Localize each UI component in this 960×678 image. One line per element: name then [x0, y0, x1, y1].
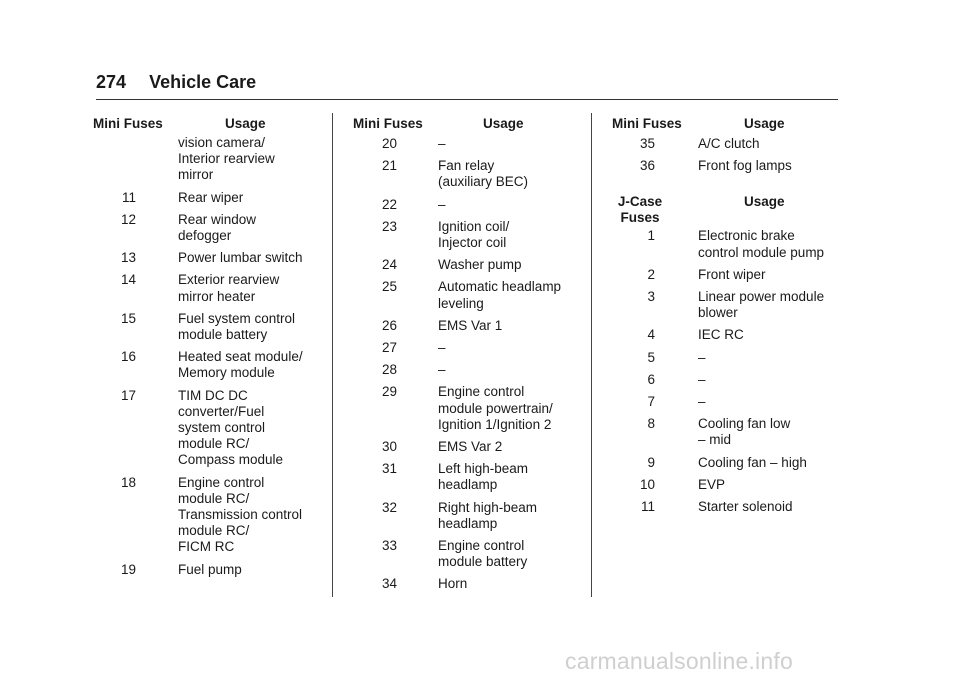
table-row [598, 455, 848, 471]
fuse-number: 15 [120, 310, 136, 326]
fuse-number: 2 [647, 266, 655, 282]
usage-line: blower [698, 305, 738, 321]
table-row [598, 394, 848, 410]
table-row [598, 267, 848, 283]
fuse-number: 22 [381, 196, 397, 212]
table-row [340, 318, 590, 334]
table-row [340, 197, 590, 213]
fuse-usage [698, 416, 848, 448]
fuse-usage [698, 455, 848, 471]
usage-line: system control [178, 420, 266, 436]
fuse-table-col3 [598, 116, 848, 515]
fuse-usage [178, 190, 330, 206]
fuse-usage [698, 477, 848, 493]
fuse-number: 36 [639, 158, 655, 174]
table-row [340, 136, 590, 152]
usage-line: Compass module [178, 452, 284, 468]
header-usage: Usage [744, 194, 785, 210]
fuse-number: 23 [381, 218, 397, 234]
usage-line: module powertrain/ [438, 400, 553, 416]
table-row [340, 384, 590, 433]
usage-line: headlamp [438, 515, 498, 531]
table-row [80, 272, 330, 304]
fuse-number: 3 [647, 289, 655, 305]
table-header [598, 116, 848, 132]
fuse-usage [698, 267, 848, 283]
usage-line: EMS Var 1 [438, 317, 503, 333]
fuse-table-col1 [80, 116, 330, 578]
fuse-number: 14 [120, 272, 136, 288]
usage-line: Fuel system control [178, 310, 296, 326]
usage-line: Injector coil [438, 235, 507, 251]
table-row [80, 212, 330, 244]
section-title: Vehicle Care [149, 72, 257, 92]
header-mini-fuses: Mini Fuses [353, 116, 423, 131]
fuse-usage [438, 500, 590, 532]
fuse-usage [178, 250, 330, 266]
table-row [598, 327, 848, 343]
header-usage: Usage [744, 116, 785, 131]
usage-line: Exterior rearview [178, 272, 280, 288]
fuse-usage [698, 136, 848, 152]
fuse-number: 11 [121, 189, 136, 205]
page-header [96, 72, 256, 93]
usage-line: Linear power module [698, 289, 825, 305]
table-row [80, 475, 330, 556]
usage-line: converter/Fuel [178, 403, 265, 419]
fuse-number: 11 [640, 499, 655, 515]
table-row [340, 158, 590, 190]
table-row [598, 477, 848, 493]
fuse-usage [438, 279, 590, 311]
usage-line: Interior rearview [178, 151, 275, 167]
fuse-usage [438, 538, 590, 570]
usage-line: Automatic headlamp [438, 279, 562, 295]
usage-line: EVP [698, 476, 726, 492]
table-row [598, 372, 848, 388]
table-row [80, 250, 330, 266]
usage-line: – [698, 349, 706, 365]
usage-line: Engine control [438, 538, 525, 554]
fuse-number: 10 [639, 476, 655, 492]
table-row [598, 228, 848, 260]
usage-line: Memory module [178, 365, 275, 381]
usage-line: – [438, 362, 446, 378]
table-row [598, 158, 848, 174]
fuse-number: 17 [120, 387, 136, 403]
fuse-number: 18 [120, 474, 136, 490]
fuse-usage [438, 136, 590, 152]
table-row [340, 538, 590, 570]
usage-line: Rear wiper [178, 189, 244, 205]
table-row [340, 340, 590, 356]
usage-line: module battery [438, 554, 528, 570]
table-row [340, 576, 590, 592]
fuse-usage [438, 340, 590, 356]
usage-line: (auxiliary BEC) [438, 174, 529, 190]
table-row [598, 289, 848, 321]
table-row [340, 362, 590, 378]
usage-line: Cooling fan low [698, 416, 791, 432]
fuse-number: 19 [120, 561, 136, 577]
usage-line: Heated seat module/ [178, 349, 303, 365]
usage-line: Engine control [438, 384, 525, 400]
table-row [598, 499, 848, 515]
fuse-number: 12 [120, 211, 136, 227]
usage-line: – [698, 371, 706, 387]
fuse-usage [698, 499, 848, 515]
fuse-usage [438, 158, 590, 190]
fuse-usage [698, 158, 848, 174]
fuse-usage [178, 562, 330, 578]
usage-line: Power lumbar switch [178, 250, 303, 266]
table-row [340, 219, 590, 251]
table-header [340, 116, 590, 132]
fuse-table-col2 [340, 116, 590, 593]
fuse-number: 32 [381, 499, 397, 515]
fuse-number: 8 [647, 416, 655, 432]
fuse-number: 5 [647, 349, 655, 365]
header-usage: Usage [483, 116, 524, 131]
fuse-usage [438, 219, 590, 251]
fuse-usage [438, 576, 590, 592]
page-number: 274 [96, 72, 127, 92]
fuse-number: 33 [381, 538, 397, 554]
fuse-usage [178, 388, 330, 469]
usage-line: – [438, 136, 446, 151]
usage-line: Washer pump [438, 257, 522, 273]
fuse-number: 7 [647, 394, 655, 410]
fuse-usage [438, 197, 590, 213]
column-divider [591, 113, 592, 597]
fuse-usage [438, 318, 590, 334]
fuse-usage [698, 327, 848, 343]
usage-line: Left high-beam [438, 461, 529, 477]
table-row [598, 350, 848, 366]
fuse-number: 34 [381, 576, 397, 592]
header-mini-fuses: Mini Fuses [93, 116, 163, 131]
fuse-usage [698, 228, 848, 260]
table-row [340, 500, 590, 532]
usage-line: mirror [178, 167, 214, 183]
header-jcase-fuses: J-Case Fuses [617, 194, 663, 226]
fuse-usage [438, 384, 590, 433]
usage-line: module RC/ [178, 523, 250, 539]
table-header [80, 116, 330, 132]
table-row [340, 439, 590, 455]
fuse-number: 20 [381, 136, 397, 151]
fuse-usage [178, 349, 330, 381]
usage-line: Starter solenoid [698, 499, 793, 515]
fuse-number: 16 [120, 349, 136, 365]
usage-line: Front wiper [698, 266, 766, 282]
fuse-number: 6 [647, 371, 655, 387]
fuse-number: 35 [639, 136, 655, 151]
usage-line: Engine control [178, 474, 265, 490]
table-header-jcase [598, 194, 848, 228]
header-rule [96, 99, 838, 100]
table-row [340, 279, 590, 311]
usage-line: defogger [178, 228, 232, 244]
fuse-number: 24 [381, 257, 397, 273]
usage-line: – [438, 196, 446, 212]
fuse-usage [178, 311, 330, 343]
table-row [598, 136, 848, 152]
usage-line: headlamp [438, 477, 498, 493]
usage-line: Fan relay [438, 158, 495, 174]
fuse-usage [178, 212, 330, 244]
fuse-number: 28 [381, 362, 397, 378]
usage-line: EMS Var 2 [438, 439, 503, 455]
usage-line: control module pump [698, 244, 825, 260]
table-row [80, 135, 330, 184]
usage-line: Ignition coil/ [438, 218, 510, 234]
table-row [340, 257, 590, 273]
fuse-number: 31 [381, 461, 397, 477]
header-usage: Usage [225, 116, 266, 131]
usage-line: vision camera/ [178, 135, 266, 150]
fuse-usage [698, 394, 848, 410]
fuse-usage [438, 439, 590, 455]
table-row [80, 190, 330, 206]
fuse-usage [438, 362, 590, 378]
fuse-usage [438, 461, 590, 493]
fuse-usage [698, 372, 848, 388]
column-divider [332, 113, 333, 597]
fuse-usage [178, 272, 330, 304]
usage-line: leveling [438, 295, 484, 311]
usage-line: Rear window [178, 211, 257, 227]
usage-line: – [438, 340, 446, 356]
table-row [80, 388, 330, 469]
fuse-number: 9 [647, 454, 655, 470]
fuse-usage [698, 350, 848, 366]
usage-line: – mid [698, 432, 732, 448]
fuse-usage [178, 475, 330, 556]
fuse-number: 13 [120, 250, 136, 266]
usage-line: Ignition 1/Ignition 2 [438, 416, 552, 432]
usage-line: – [698, 394, 706, 410]
header-mini-fuses: Mini Fuses [612, 116, 682, 131]
usage-line: Cooling fan – high [698, 454, 807, 470]
fuse-usage [698, 289, 848, 321]
usage-line: TIM DC DC [178, 387, 248, 403]
usage-line: Electronic brake [698, 228, 795, 244]
usage-line: Transmission control [178, 507, 303, 523]
fuse-number: 27 [381, 340, 397, 356]
usage-line: IEC RC [698, 327, 744, 343]
usage-line: module RC/ [178, 436, 250, 452]
table-row [80, 562, 330, 578]
usage-line: module battery [178, 327, 268, 343]
usage-line: Right high-beam [438, 499, 538, 515]
fuse-usage [438, 257, 590, 273]
fuse-number: 4 [647, 327, 655, 343]
fuse-number: 30 [381, 439, 397, 455]
fuse-number: 21 [381, 158, 397, 174]
fuse-number: 26 [381, 317, 397, 333]
table-row [598, 416, 848, 448]
table-row [80, 311, 330, 343]
fuse-number: 29 [381, 384, 397, 400]
usage-line: FICM RC [178, 539, 235, 555]
table-row [80, 349, 330, 381]
usage-line: Horn [438, 576, 468, 592]
fuse-usage [178, 135, 330, 184]
usage-line: A/C clutch [698, 136, 760, 151]
usage-line: Front fog lamps [698, 158, 792, 174]
fuse-number: 1 [647, 228, 655, 244]
usage-line: mirror heater [178, 288, 256, 304]
usage-line: module RC/ [178, 490, 250, 506]
fuse-number: 25 [381, 279, 397, 295]
usage-line: Fuel pump [178, 561, 242, 577]
watermark: carmanualsonline.info [565, 648, 793, 674]
table-row [340, 461, 590, 493]
